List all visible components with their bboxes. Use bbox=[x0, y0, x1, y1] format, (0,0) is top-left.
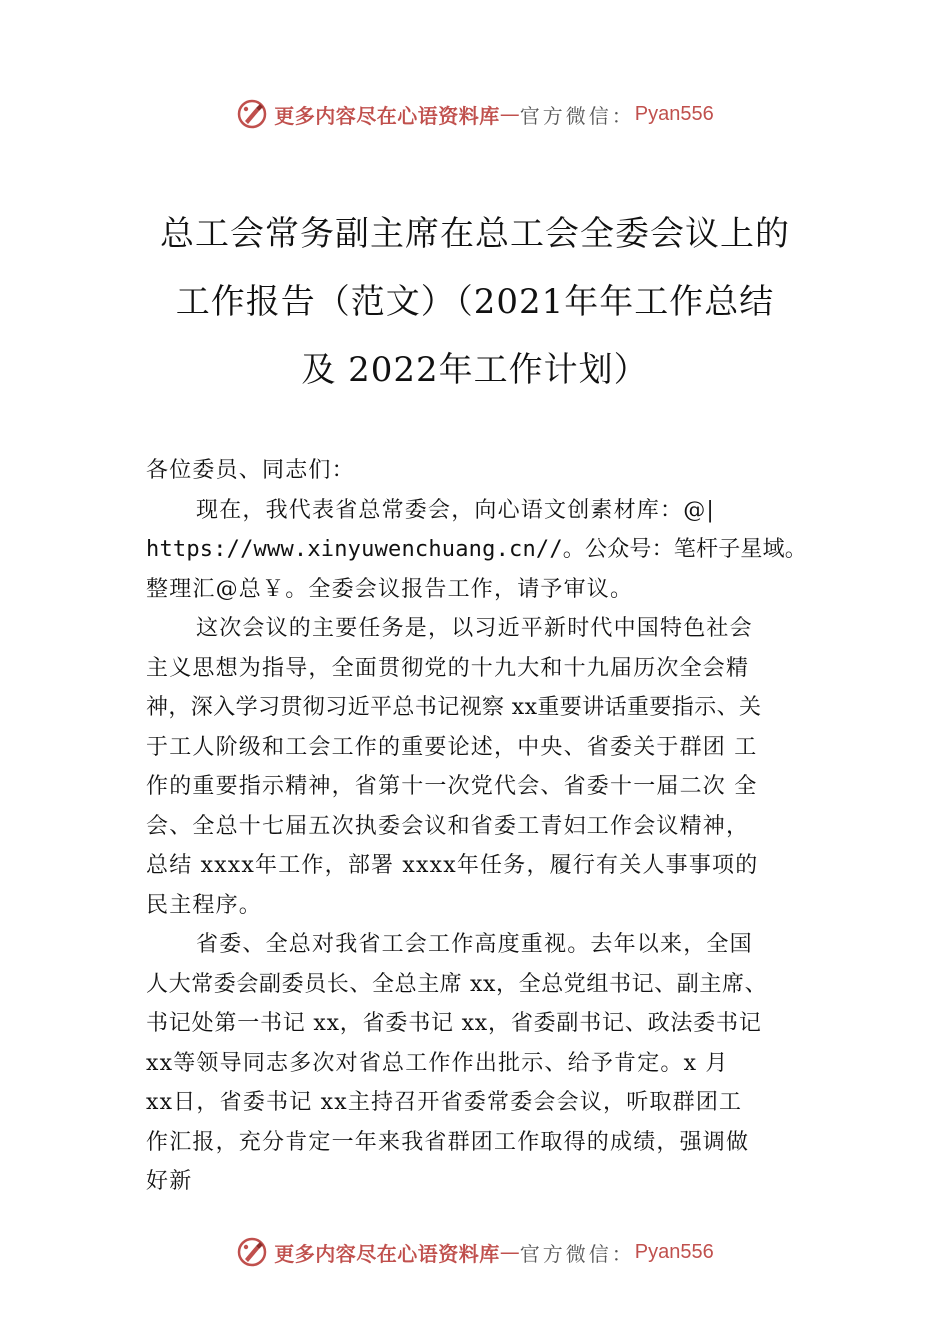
title-line-1: 总工会常务副主席在总工会全委会议上的 bbox=[160, 214, 790, 254]
paragraph-1-line-1: 现在，我代表省总常委会，向心语文创素材库：@| bbox=[196, 497, 716, 523]
paragraph-3-line-4: xx等领导同志多次对省总工作作出批示、给予肯定。x 月 bbox=[146, 1050, 729, 1076]
paragraph-2-line-4: 于工人阶级和工会工作的重要论述，中央、省委关于群团 工 bbox=[146, 734, 758, 760]
paragraph-1-line-3: 整理汇@总￥。全委会议报告工作，请予审议。 bbox=[146, 576, 634, 602]
title-line-3: 及 2022年工作计划） bbox=[301, 350, 649, 390]
pen-seal-icon bbox=[236, 98, 268, 130]
salutation: 各位委员、同志们： bbox=[146, 458, 355, 483]
title-line-2: 工作报告（范文）（2021年年工作总结 bbox=[175, 282, 775, 322]
paragraph-3-line-5: xx日，省委书记 xx主持召开省委常委会会议，听取群团工 bbox=[146, 1090, 743, 1115]
paragraph-2-line-2: 主义思想为指导，全面贯彻党的十九大和十九届历次全会精 bbox=[146, 655, 750, 681]
footer-separator: — bbox=[499, 1240, 520, 1264]
banner-wechat-id: Pyan556 bbox=[634, 102, 714, 125]
banner-wechat-label: 官方微信： bbox=[519, 103, 635, 128]
paragraph-1-line-2: https://www.xinyuwenchuang.cn//。公众号：笔杆子星域。 bbox=[146, 537, 807, 562]
pen-seal-icon bbox=[236, 1236, 268, 1268]
paragraph-2-line-1: 这次会议的主要任务是，以习近平新时代中国特色社会 bbox=[196, 616, 753, 641]
paragraph-3-line-1: 省委、全总对我省工会工作高度重视。去年以来，全国 bbox=[196, 932, 753, 957]
paragraph-3-line-6: 作汇报，充分肯定一年来我省群团工作取得的成绩，强调做 bbox=[146, 1129, 750, 1155]
banner-brand-text: 更多内容尽在心语资料库 bbox=[274, 103, 500, 128]
footer-banner bbox=[0, 1234, 950, 1270]
paragraph-2-line-7: 总结 xxxx年工作，部署 xxxx年任务，履行有关人事事项的 bbox=[146, 853, 759, 878]
paragraph-2-line-3: 神，深入学习贯彻习近平总书记视察 xx重要讲话重要指示、关 bbox=[146, 695, 762, 720]
footer-brand-text: 更多内容尽在心语资料库 bbox=[274, 1241, 500, 1266]
paragraph-3-line-2: 人大常委会副委员长、全总主席 xx，全总党组书记、副主席、 bbox=[146, 971, 768, 997]
footer-wechat-label: 官方微信： bbox=[519, 1241, 635, 1266]
paragraph-2-line-6: 会、全总十七届五次执委会议和省委工青妇工作会议精神， bbox=[146, 813, 750, 839]
paragraph-3-line-7: 好新 bbox=[146, 1169, 193, 1194]
banner-separator: — bbox=[499, 102, 520, 126]
header-banner bbox=[0, 96, 950, 132]
document-title bbox=[0, 200, 950, 404]
footer-wechat-id: Pyan556 bbox=[634, 1240, 714, 1263]
paragraph-3-line-3: 书记处第一书记 xx，省委书记 xx，省委副书记、政法委书记 bbox=[146, 1011, 762, 1036]
paragraph-2-line-5: 作的重要指示精神，省第十一次党代会、省委十一届二次 全 bbox=[146, 774, 758, 799]
document-body bbox=[146, 451, 836, 1202]
paragraph-2-line-8: 民主程序。 bbox=[146, 892, 263, 918]
